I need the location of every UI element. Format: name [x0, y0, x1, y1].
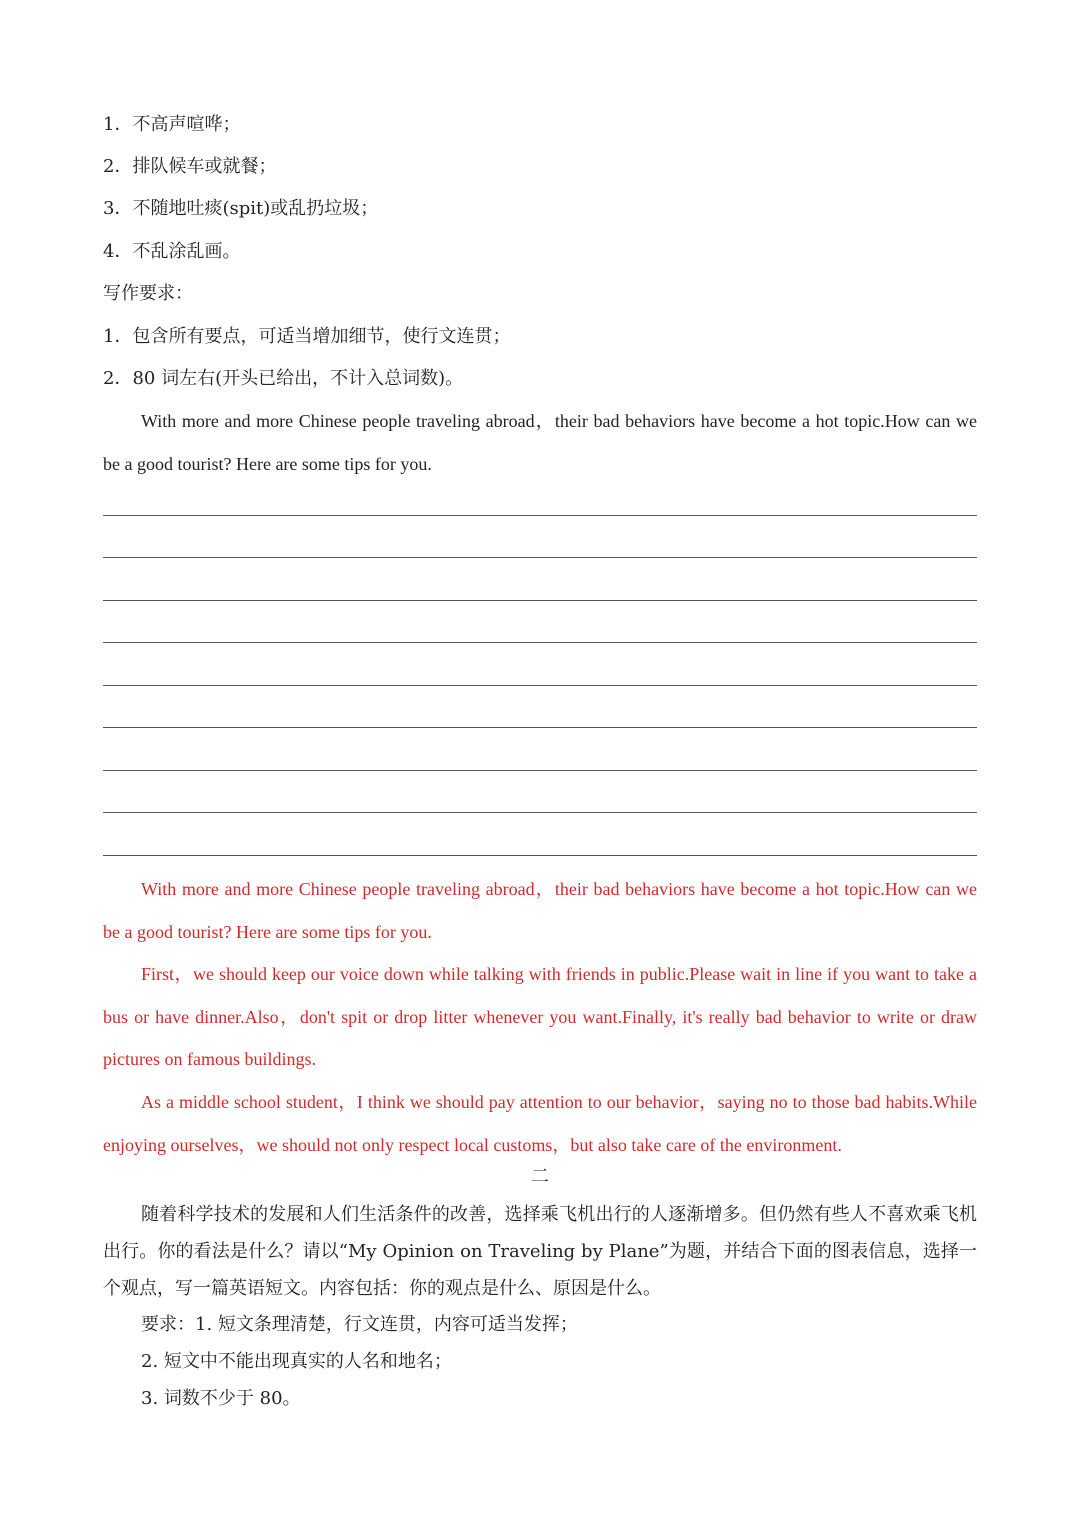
task-two-requirement-3: 3. 词数不少于 80。 — [141, 1388, 301, 1409]
task-two-prompt: 随着科学技术的发展和人们生活条件的改善，选择乘飞机出行的人逐渐增多。但仍然有些人不喜欢乘飞机出行。你的看法是什么？请以“My Opinion on Traveling by Plane”为题，并结合下面的图表信息，选择一个观点，写一篇英语短文。内容包括：你的观点是什么、原因是什么。 — [103, 1204, 977, 1299]
section-marker: 二 — [531, 1166, 549, 1187]
model-answer-paragraph-2: First，we should keep our voice down while talking with friends in public.Please wait in line if you want to take a bus or have dinner.Also，don't spit or drop litter whenever you want.Finally, it's really bad behavior to write or draw pictures on famous buildings. — [103, 964, 977, 1069]
outline-item-4: 4．不乱涂乱画。 — [103, 241, 241, 262]
model-answer-paragraph-3: As a middle school student，I think we should pay attention to our behavior，saying no to those bad habits.While enjoying ourselves，we should not only respect local customs，but also take care of the environment. — [103, 1092, 977, 1155]
outline-item-1: 1．不高声喧哗； — [103, 114, 241, 135]
answer-line[interactable] — [103, 600, 977, 601]
writing-requirements-title: 写作要求： — [103, 283, 193, 304]
writing-requirement-1: 1．包含所有要点，可适当增加细节，使行文连贯； — [103, 326, 511, 347]
answer-line[interactable] — [103, 557, 977, 558]
task-two-requirement-2: 2. 短文中不能出现真实的人名和地名； — [141, 1351, 452, 1372]
answer-line[interactable] — [103, 642, 977, 643]
answer-line[interactable] — [103, 685, 977, 686]
outline-item-3: 3．不随地吐痰(spit)或乱扔垃圾； — [103, 198, 379, 219]
writing-requirement-2: 2．80 词左右(开头已给出，不计入总词数)。 — [103, 368, 464, 389]
answer-line[interactable] — [103, 515, 977, 516]
outline-item-2: 2．排队候车或就餐； — [103, 156, 277, 177]
answer-line[interactable] — [103, 855, 977, 856]
model-answer-paragraph-1: With more and more Chinese people traveling abroad，their bad behaviors have become a hot topic.How can we be a good tourist? Here are some tips for you. — [103, 879, 977, 942]
task-two-requirement-1: 要求：1. 短文条理清楚，行文连贯，内容可适当发挥； — [141, 1314, 578, 1335]
essay-opening: With more and more Chinese people traveling abroad，their bad behaviors have become a hot topic.How can we be a good tourist? Here are some tips for you. — [103, 411, 977, 474]
answer-line[interactable] — [103, 812, 977, 813]
answer-line[interactable] — [103, 727, 977, 728]
answer-line[interactable] — [103, 770, 977, 771]
